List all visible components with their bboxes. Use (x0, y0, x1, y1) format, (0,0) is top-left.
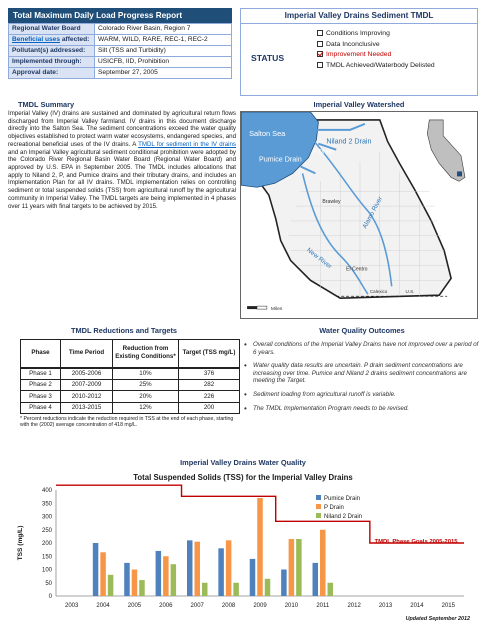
reductions-table-body (21, 368, 240, 414)
map-label-p-drain: P Drain (312, 148, 334, 156)
tmdl-sediment-link[interactable]: TMDL for sediment in the IV drains (138, 140, 236, 148)
checkbox-icon (317, 62, 323, 68)
tss-bar-chart (8, 470, 478, 624)
bar-pumice-drain (156, 551, 162, 596)
y-tick-label: 100 (41, 567, 52, 574)
column-header: Reduction from Existing Conditions* (113, 340, 179, 368)
map-label-calexico: Calexico (369, 289, 388, 295)
info-value: Silt (TSS and Turbidity) (95, 46, 232, 57)
tmdl-name: Imperial Valley Drains Sediment TMDL (241, 9, 477, 24)
y-tick-label: 50 (45, 580, 52, 587)
map-label-salton-sea: Salton Sea (249, 128, 286, 138)
bar-pumice-drain (250, 559, 256, 596)
bar-niland-2-drain (328, 583, 334, 596)
x-tick-label: 2009 (253, 603, 267, 609)
bar-pumice-drain (124, 563, 130, 596)
status-option-label: Improvement Needed (326, 51, 392, 58)
status-option-label: Conditions Improving (326, 30, 390, 37)
info-key (9, 35, 95, 46)
table-cell: 2013-2015 (61, 402, 113, 414)
info-value: USICFB, IID, Prohibition (95, 57, 232, 68)
reductions-title: TMDL Reductions and Targets (70, 326, 178, 335)
watershed-map-section (240, 100, 478, 319)
status-option-label: Data Inconclusive (326, 40, 380, 48)
legend-swatch (316, 504, 321, 509)
x-tick-label: 2012 (347, 603, 361, 609)
map-title: Imperial Valley Watershed (313, 100, 405, 109)
summary-text (8, 110, 236, 320)
table-cell: 12% (113, 402, 179, 414)
x-tick-label: 2011 (316, 603, 330, 609)
map-label-border: U.S. (405, 289, 415, 295)
y-axis-label: TSS (mg/L) (17, 525, 24, 561)
beneficial-uses-link[interactable]: Beneficial uses (12, 36, 61, 43)
outcome-item: • Overall conditions of the Imperial Valley Drains have not improved over a period of 6 years. (244, 341, 480, 356)
bar-p-drain (289, 539, 295, 596)
tmdl-summary (8, 100, 236, 320)
x-tick-label: 2006 (159, 603, 173, 609)
table-cell: 25% (113, 379, 179, 391)
outcome-item: • The TMDL Implementation Program needs to be revised. (244, 405, 480, 413)
info-value: September 27, 2005 (95, 68, 232, 79)
bar-niland-2-drain (265, 579, 271, 596)
water-quality-outcomes (244, 326, 480, 418)
report-info-panel (8, 8, 232, 79)
status-option (317, 50, 435, 61)
bar-p-drain (226, 540, 232, 596)
bar-p-drain (320, 530, 326, 596)
checkbox-icon (317, 30, 323, 36)
legend-swatch (316, 495, 321, 500)
info-key: Pollutant(s) addressed: (9, 46, 95, 57)
outcome-item: • Water quality data results are uncertain. P drain sediment concentrations are increasing over time. Pumice and Niland 2 drains sediment concentrations are meeting the Target. (244, 362, 480, 385)
column-header: Target (TSS mg/L) (179, 340, 240, 368)
bar-pumice-drain (218, 548, 224, 596)
legend-label: Niland 2 Drain (324, 514, 363, 520)
bar-niland-2-drain (233, 583, 239, 596)
bar-p-drain (257, 498, 263, 596)
table-row (21, 379, 240, 391)
y-tick-label: 250 (41, 527, 52, 534)
info-key: Implemented through: (9, 57, 95, 68)
bar-p-drain (100, 552, 106, 596)
reductions-table (20, 339, 240, 414)
table-cell: 2010-2012 (61, 391, 113, 403)
status-checklist (317, 29, 435, 71)
info-row (9, 68, 232, 79)
table-cell: Phase 2 (21, 379, 61, 391)
table-cell: 282 (179, 379, 240, 391)
bar-p-drain (132, 570, 138, 597)
x-tick-label: 2014 (410, 603, 424, 609)
table-row (21, 391, 240, 403)
report-info-table (8, 23, 232, 79)
bar-niland-2-drain (139, 580, 145, 596)
reductions-footnote: * Percent reductions indicate the reduction required in TSS at the end of each phase, starting with the (2002) average concentration of 418 mg/L. (20, 416, 234, 429)
map-label-pumice-drain: Pumice Drain (258, 155, 302, 164)
status-panel (240, 8, 478, 96)
y-tick-label: 150 (41, 554, 52, 561)
chart-update-note: Updated September 2012 (405, 616, 470, 622)
table-cell: 226 (179, 391, 240, 403)
bar-pumice-drain (93, 543, 99, 596)
info-key: Regional Water Board (9, 24, 95, 35)
table-header-row (21, 340, 240, 368)
table-cell: Phase 4 (21, 402, 61, 414)
outcomes-list (244, 341, 480, 412)
x-tick-label: 2010 (284, 603, 299, 609)
chart-section-title: Imperial Valley Drains Water Quality (180, 458, 306, 467)
bar-niland-2-drain (202, 583, 208, 596)
info-key: Approval date: (9, 68, 95, 79)
y-tick-label: 300 (41, 514, 52, 521)
table-cell: Phase 3 (21, 391, 61, 403)
outcomes-title: Water Quality Outcomes (319, 326, 405, 335)
table-cell: 200 (179, 402, 240, 414)
checked-box-icon (317, 51, 323, 57)
bar-pumice-drain (187, 540, 193, 596)
table-cell: Phase 1 (21, 368, 61, 380)
info-value: Colorado River Basin, Region 7 (95, 24, 232, 35)
table-cell: 10% (113, 368, 179, 380)
y-tick-label: 200 (41, 541, 52, 548)
y-tick-label: 400 (41, 488, 52, 495)
map-label-niland-drain: Niland 2 Drain (326, 137, 372, 146)
x-tick-label: 2003 (65, 603, 79, 609)
bar-p-drain (163, 556, 169, 596)
info-row (9, 46, 232, 57)
chart-title: Total Suspended Solids (TSS) for the Imperial Valley Drains (133, 473, 353, 482)
goal-line-label: TMDL Phase Goals 2005-2015 (374, 539, 458, 545)
legend-label: P Drain (324, 505, 344, 511)
bar-p-drain (194, 542, 200, 596)
x-tick-label: 2015 (441, 603, 455, 609)
info-row (9, 57, 232, 68)
map-label-el-centro: El Centro (346, 266, 368, 273)
bar-niland-2-drain (296, 539, 302, 596)
map-label-new-river: New River (305, 246, 333, 271)
status-option-label: TMDL Achieved/Waterbody Delisted (326, 61, 435, 69)
summary-part-2: and an Imperial Valley agricultural sediment conditional prohibition were adopted by the Colorado River Regional Basin Water Board (Regional Water Board) and approved by U.S. EPA in September 2005. The TMDL includes allocations that apply to Niland 2, P, and Pumice drains and their tributary drains, and includes an Implementation Plan for all IV drains. TMDL implementation relies on controlling sediment or total suspended solids (TSS) from agricultural runoff by the agricultural community in Imperial Valley. The TMDL targets are being implemented in 4 phases over 11 years with final targets to be achieved by 2015. (8, 148, 236, 210)
map-scale-label: Miles (270, 307, 283, 313)
column-header: Phase (21, 340, 61, 368)
checkbox-icon (317, 41, 323, 47)
table-row (21, 402, 240, 414)
table-cell: 376 (179, 368, 240, 380)
x-tick-label: 2008 (221, 603, 236, 609)
summary-part-1: Imperial Valley (IV) drains are sustained and dominated by agricultural return flows discharged from Imperial Valley farmland. IV drains in this document discharge directly into the Salton Sea. The sediment concentrations exceed the water quality objectives established to protect warm water ecosystems, endangered species, and recreational beneficial uses of the IV drains. A (8, 110, 236, 148)
map-label-alamo-river: Alamo River (361, 195, 385, 230)
bar-pumice-drain (313, 563, 319, 596)
info-value: WARM, WILD, RARE, REC-1, REC-2 (95, 35, 232, 46)
bar-niland-2-drain (171, 564, 177, 596)
x-tick-label: 2013 (378, 603, 393, 609)
status-label: STATUS (251, 53, 285, 63)
x-tick-label: 2005 (127, 603, 142, 609)
inset-location-marker (457, 171, 462, 176)
status-option (317, 61, 435, 72)
legend-swatch (316, 513, 321, 518)
y-tick-label: 0 (48, 594, 52, 601)
table-cell: 2007-2009 (61, 379, 113, 391)
tss-chart-section (8, 458, 478, 624)
x-tick-label: 2004 (96, 603, 110, 609)
x-tick-label: 2007 (190, 603, 204, 609)
legend-label: Pumice Drain (324, 496, 361, 502)
table-cell: 20% (113, 391, 179, 403)
y-tick-label: 350 (41, 501, 52, 508)
summary-title: TMDL Summary (18, 100, 75, 109)
affected-suffix: affected: (60, 36, 90, 43)
reductions-section (8, 326, 240, 429)
table-row (21, 368, 240, 380)
outcome-item: • Sediment loading from agricultural runoff is variable. (244, 391, 480, 399)
map-label-brawley: Brawley (322, 199, 341, 206)
watershed-map (240, 111, 478, 319)
status-option (317, 40, 435, 51)
bar-niland-2-drain (108, 575, 114, 596)
bar-pumice-drain (281, 570, 287, 597)
report-title: Total Maximum Daily Load Progress Report (8, 8, 232, 23)
status-option (317, 29, 435, 40)
info-row (9, 24, 232, 35)
info-row (9, 35, 232, 46)
column-header: Time Period (61, 340, 113, 368)
table-cell: 2005-2006 (61, 368, 113, 380)
